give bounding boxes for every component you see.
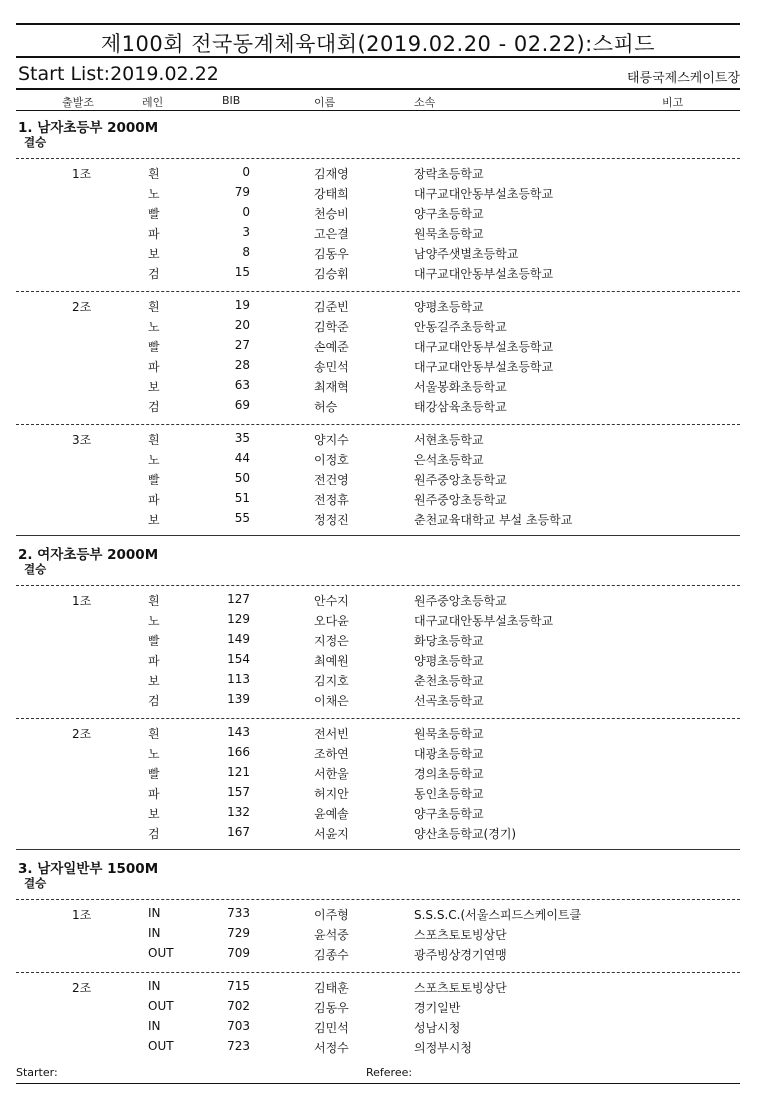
bib-cell: 20 [234, 318, 250, 332]
team-cell: 동인초등학교 [414, 787, 484, 801]
team-cell: 원주중앙초등학교 [414, 594, 507, 608]
event-separator [16, 535, 740, 536]
bib-cell: 166 [227, 745, 250, 759]
col-name: 이름 [314, 96, 336, 109]
team-cell: 양산초등학교(경기) [414, 827, 517, 841]
lane-cell: 파 [148, 787, 160, 801]
bib-cell: 35 [234, 431, 250, 445]
team-cell: 대구교대안동부설초등학교 [414, 360, 554, 374]
table-row [0, 338, 764, 358]
table-row [0, 785, 764, 805]
event-separator [16, 849, 740, 850]
table-row [0, 298, 764, 318]
table-row [0, 378, 764, 398]
team-cell: 광주빙상경기연맹 [414, 948, 507, 962]
name-cell: 송민석 [314, 360, 349, 374]
lane-cell: 노 [148, 453, 160, 467]
name-cell: 김종수 [314, 948, 349, 962]
team-cell: 서울봉화초등학교 [414, 380, 507, 394]
bib-cell: 121 [227, 765, 250, 779]
heat-label: 1조 [72, 908, 92, 922]
name-cell: 이정호 [314, 453, 349, 467]
start-list-date: 2019.02.22 [110, 63, 219, 85]
bib-cell: 167 [227, 825, 250, 839]
heat-separator [16, 972, 740, 973]
bib-cell: 28 [234, 358, 250, 372]
table-row [0, 471, 764, 491]
lane-cell: 노 [148, 320, 160, 334]
col-team: 소속 [414, 96, 436, 109]
referee-label: Referee: [366, 1066, 413, 1079]
lane-cell: 검 [148, 827, 160, 841]
name-cell: 조하연 [314, 747, 349, 761]
bib-cell: 729 [227, 926, 250, 940]
bib-cell: 19 [234, 298, 250, 312]
table-row [0, 205, 764, 225]
bib-cell: 3 [242, 225, 250, 239]
team-cell: 대구교대안동부설초등학교 [414, 614, 554, 628]
name-cell: 김지호 [314, 674, 349, 688]
lane-cell: 파 [148, 360, 160, 374]
name-cell: 최재혁 [314, 380, 349, 394]
heat-separator [16, 158, 740, 159]
col-heat: 출발조 [62, 96, 94, 109]
team-cell: 스포츠토토빙상단 [414, 981, 507, 995]
lane-cell: 노 [148, 614, 160, 628]
heat-separator [16, 291, 740, 292]
team-cell: 장락초등학교 [414, 167, 484, 181]
name-cell: 김학준 [314, 320, 349, 334]
name-cell: 지정은 [314, 634, 349, 648]
bib-cell: 50 [234, 471, 250, 485]
name-cell: 전서빈 [314, 727, 349, 741]
team-cell: 춘천교육대학교 부설 초등학교 [414, 513, 573, 527]
name-cell: 양지수 [314, 433, 349, 447]
team-cell: 대구교대안동부설초등학교 [414, 187, 554, 201]
bib-cell: 132 [227, 805, 250, 819]
heat-separator [16, 899, 740, 900]
footer-rule [16, 1083, 740, 1084]
lane-cell: 검 [148, 267, 160, 281]
lane-cell: 보 [148, 807, 160, 821]
table-row [0, 672, 764, 692]
name-cell: 김동우 [314, 247, 349, 261]
name-cell: 손예준 [314, 340, 349, 354]
name-cell: 최예원 [314, 654, 349, 668]
name-cell: 김태훈 [314, 981, 349, 995]
table-row [0, 765, 764, 785]
col-remark: 비고 [662, 96, 684, 109]
bib-cell: 709 [227, 946, 250, 960]
table-row [0, 725, 764, 745]
bib-cell: 127 [227, 592, 250, 606]
lane-cell: 흰 [148, 594, 160, 608]
table-row [0, 431, 764, 451]
team-cell: S.S.S.C.(서울스피드스케이트클 [414, 908, 582, 922]
name-cell: 강태희 [314, 187, 349, 201]
col-bib: BIB [222, 94, 241, 107]
bib-cell: 733 [227, 906, 250, 920]
table-row [0, 926, 764, 946]
bib-cell: 69 [234, 398, 250, 412]
lane-cell: IN [148, 1019, 161, 1033]
name-cell: 전건영 [314, 473, 349, 487]
lane-cell: 빨 [148, 767, 160, 781]
lane-cell: OUT [148, 946, 174, 960]
lane-cell: OUT [148, 1039, 174, 1053]
name-cell: 서한울 [314, 767, 349, 781]
name-cell: 이채은 [314, 694, 349, 708]
table-row [0, 225, 764, 245]
bib-cell: 139 [227, 692, 250, 706]
team-cell: 원주중앙초등학교 [414, 473, 507, 487]
lane-cell: 흰 [148, 167, 160, 181]
team-cell: 성남시청 [414, 1021, 461, 1035]
lane-cell: 흰 [148, 727, 160, 741]
heat-label: 2조 [72, 981, 92, 995]
venue: 태릉국제스케이트장 [626, 71, 740, 86]
lane-cell: 빨 [148, 634, 160, 648]
table-row [0, 451, 764, 471]
table-row [0, 398, 764, 418]
event-title: 2. 여자초등부 2000M [18, 547, 159, 563]
name-cell: 정정진 [314, 513, 349, 527]
lane-cell: 파 [148, 654, 160, 668]
bib-cell: 0 [242, 165, 250, 179]
table-row [0, 946, 764, 966]
bib-cell: 715 [227, 979, 250, 993]
team-cell: 화당초등학교 [414, 634, 484, 648]
bib-cell: 149 [227, 632, 250, 646]
name-cell: 전정휴 [314, 493, 349, 507]
team-cell: 춘천초등학교 [414, 674, 484, 688]
lane-cell: 파 [148, 227, 160, 241]
table-row [0, 165, 764, 185]
table-row [0, 185, 764, 205]
table-row [0, 612, 764, 632]
team-cell: 대구교대안동부설초등학교 [414, 340, 554, 354]
name-cell: 안수지 [314, 594, 349, 608]
table-row [0, 692, 764, 712]
team-cell: 양평초등학교 [414, 654, 484, 668]
bib-cell: 55 [234, 511, 250, 525]
bib-cell: 129 [227, 612, 250, 626]
bib-cell: 723 [227, 1039, 250, 1053]
name-cell: 고은결 [314, 227, 349, 241]
table-row [0, 511, 764, 531]
bib-cell: 154 [227, 652, 250, 666]
table-row [0, 265, 764, 285]
heat-label: 2조 [72, 727, 92, 741]
name-cell: 허승 [314, 400, 338, 414]
lane-cell: 흰 [148, 433, 160, 447]
name-cell: 윤예솔 [314, 807, 349, 821]
lane-cell: 노 [148, 187, 160, 201]
team-cell: 양평초등학교 [414, 300, 484, 314]
col-lane: 레인 [142, 96, 164, 109]
round-label: 결승 [24, 562, 47, 576]
starter-label: Starter: [16, 1066, 58, 1079]
team-cell: 원주중앙초등학교 [414, 493, 507, 507]
name-cell: 김민석 [314, 1021, 349, 1035]
table-row [0, 999, 764, 1019]
bib-cell: 44 [234, 451, 250, 465]
team-cell: 은석초등학교 [414, 453, 484, 467]
name-cell: 서윤지 [314, 827, 349, 841]
name-cell: 윤석중 [314, 928, 349, 942]
lane-cell: 흰 [148, 300, 160, 314]
bib-cell: 703 [227, 1019, 250, 1033]
bib-cell: 0 [242, 205, 250, 219]
name-cell: 오다윤 [314, 614, 349, 628]
team-cell: 스포츠토토빙상단 [414, 928, 507, 942]
name-cell: 서정수 [314, 1041, 349, 1055]
start-list-label: Start List: [18, 63, 111, 85]
bib-cell: 143 [227, 725, 250, 739]
name-cell: 김준빈 [314, 300, 349, 314]
team-cell: 원묵초등학교 [414, 727, 484, 741]
lane-cell: 빨 [148, 340, 160, 354]
name-cell: 이주형 [314, 908, 349, 922]
team-cell: 대구교대안동부설초등학교 [414, 267, 554, 281]
team-cell: 경기일반 [414, 1001, 461, 1015]
table-row [0, 358, 764, 378]
lane-cell: 보 [148, 513, 160, 527]
name-cell: 허지안 [314, 787, 349, 801]
bib-cell: 15 [234, 265, 250, 279]
team-cell: 대광초등학교 [414, 747, 484, 761]
lane-cell: 검 [148, 694, 160, 708]
team-cell: 태강삼육초등학교 [414, 400, 507, 414]
heat-label: 2조 [72, 300, 92, 314]
bib-cell: 51 [234, 491, 250, 505]
table-row [0, 652, 764, 672]
name-cell: 김승휘 [314, 267, 349, 281]
table-row [0, 1039, 764, 1059]
round-label: 결승 [24, 876, 47, 890]
event-title: 3. 남자일반부 1500M [18, 861, 159, 877]
lane-cell: IN [148, 979, 161, 993]
table-row [0, 592, 764, 612]
table-row [0, 318, 764, 338]
lane-cell: 검 [148, 400, 160, 414]
heat-label: 1조 [72, 594, 92, 608]
bib-cell: 63 [234, 378, 250, 392]
bib-cell: 79 [234, 185, 250, 199]
lane-cell: IN [148, 906, 161, 920]
team-cell: 양구초등학교 [414, 207, 484, 221]
table-row [0, 245, 764, 265]
heat-label: 1조 [72, 167, 92, 181]
table-row [0, 632, 764, 652]
table-row [0, 906, 764, 926]
name-cell: 김재영 [314, 167, 349, 181]
team-cell: 서현초등학교 [414, 433, 484, 447]
name-cell: 김동우 [314, 1001, 349, 1015]
round-label: 결승 [24, 135, 47, 149]
lane-cell: 보 [148, 247, 160, 261]
event-title: 1. 남자초등부 2000M [18, 120, 159, 136]
lane-cell: 파 [148, 493, 160, 507]
lane-cell: IN [148, 926, 161, 940]
lane-cell: OUT [148, 999, 174, 1013]
heat-label: 3조 [72, 433, 92, 447]
lane-cell: 빨 [148, 473, 160, 487]
lane-cell: 보 [148, 674, 160, 688]
bib-cell: 8 [242, 245, 250, 259]
team-cell: 양구초등학교 [414, 807, 484, 821]
heat-separator [16, 424, 740, 425]
table-row [0, 745, 764, 765]
team-cell: 경의초등학교 [414, 767, 484, 781]
team-cell: 안동길주초등학교 [414, 320, 507, 334]
table-row [0, 491, 764, 511]
team-cell: 의정부시청 [414, 1041, 472, 1055]
table-row [0, 825, 764, 845]
table-row [0, 979, 764, 999]
bib-cell: 27 [234, 338, 250, 352]
heat-separator [16, 718, 740, 719]
team-cell: 원묵초등학교 [414, 227, 484, 241]
team-cell: 선곡초등학교 [414, 694, 484, 708]
table-row [0, 1019, 764, 1039]
table-row [0, 805, 764, 825]
name-cell: 천승비 [314, 207, 349, 221]
bib-cell: 702 [227, 999, 250, 1013]
lane-cell: 빨 [148, 207, 160, 221]
heat-separator [16, 585, 740, 586]
bib-cell: 113 [227, 672, 250, 686]
lane-cell: 보 [148, 380, 160, 394]
lane-cell: 노 [148, 747, 160, 761]
bib-cell: 157 [227, 785, 250, 799]
team-cell: 남양주샛별초등학교 [414, 247, 519, 261]
page-title: 제100회 전국동계체육대회(2019.02.20 - 02.22):스피드 [100, 32, 656, 56]
